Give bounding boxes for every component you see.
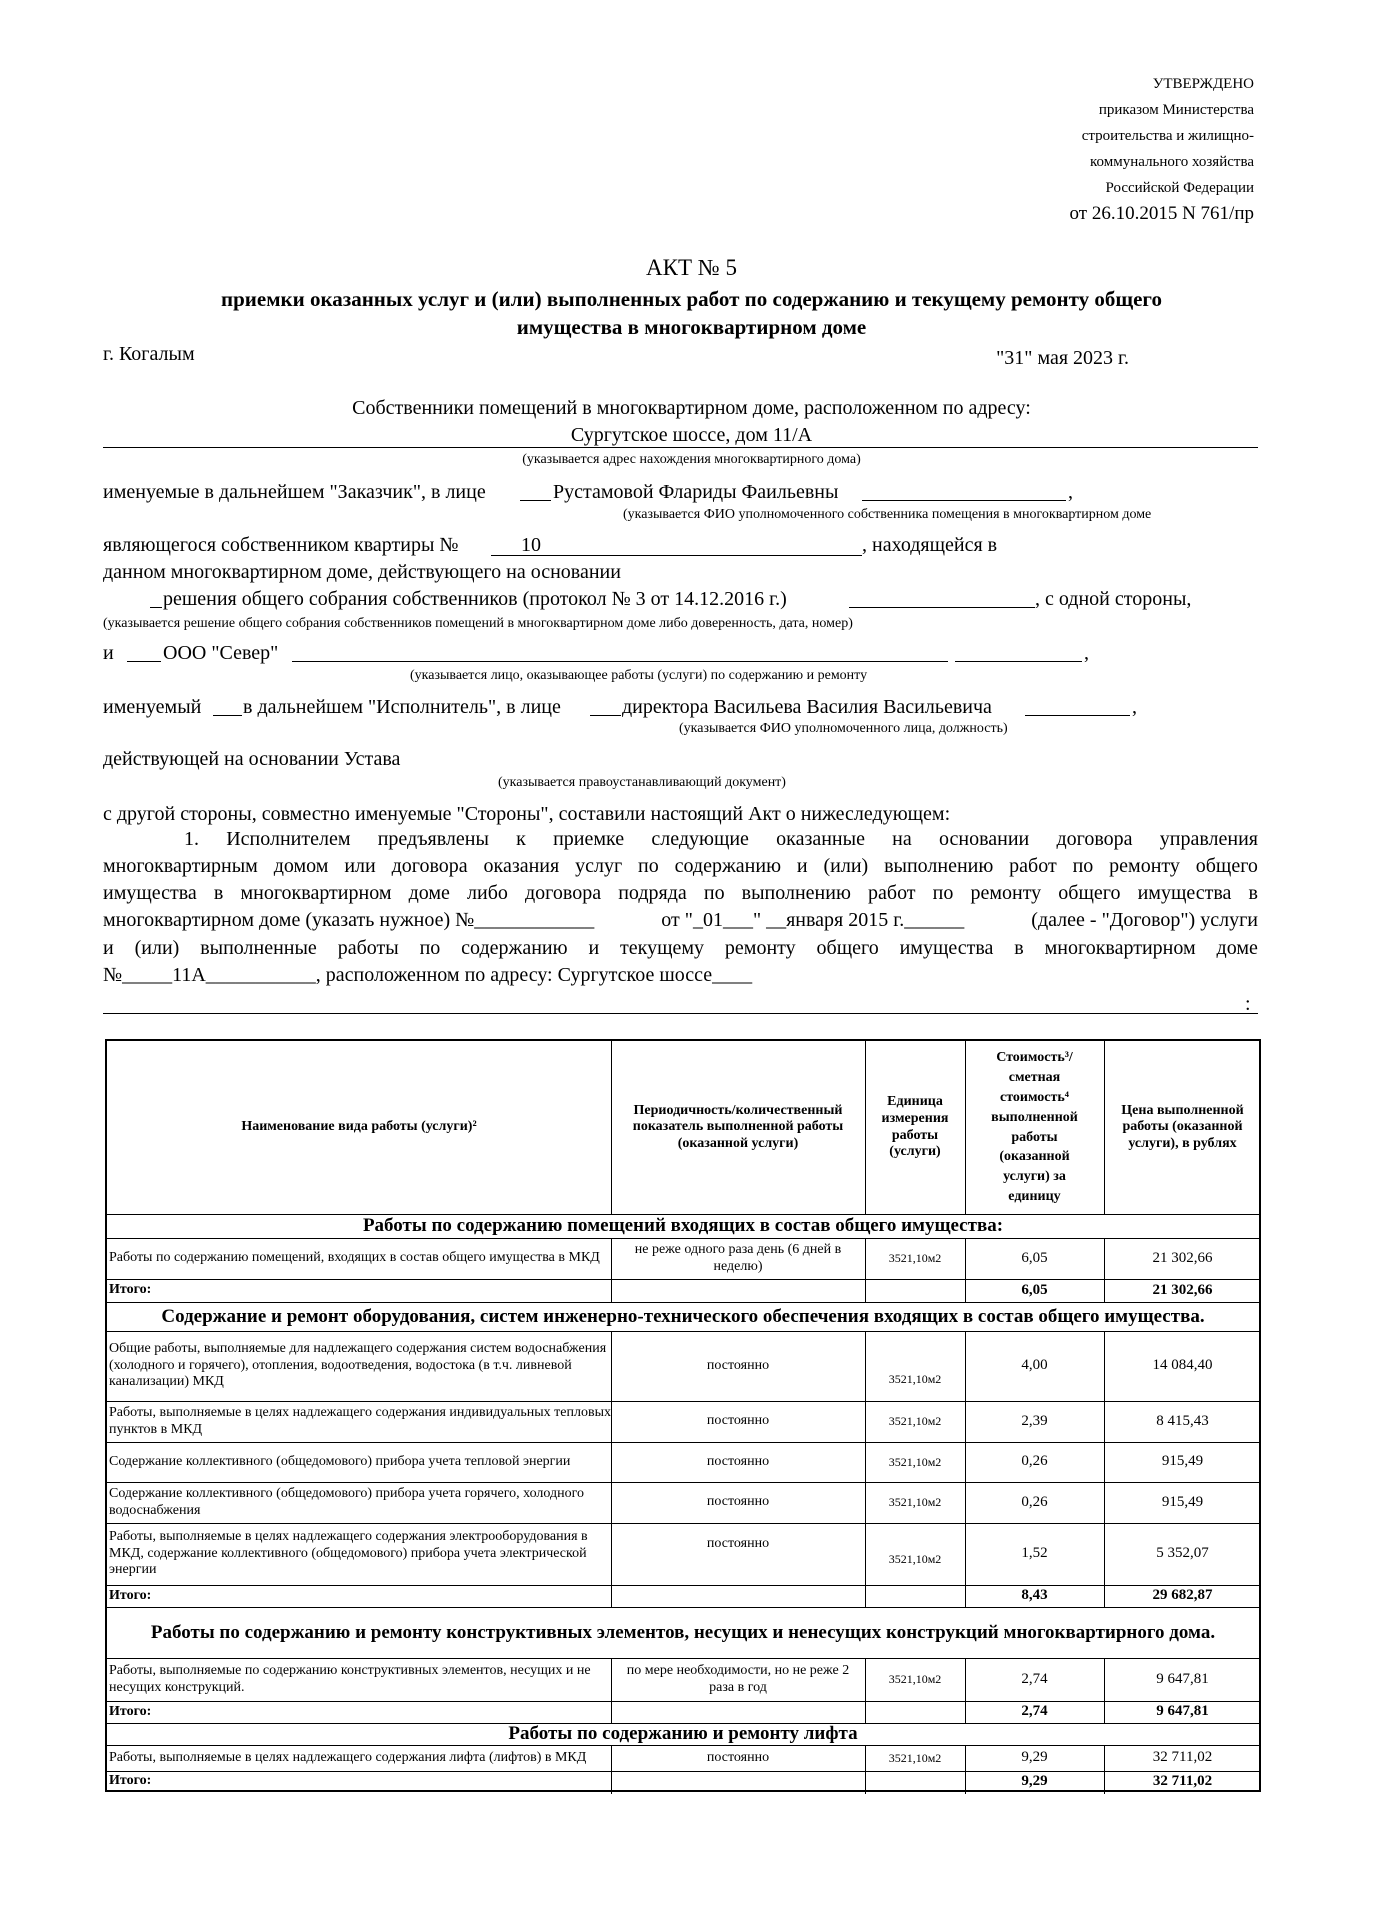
work-price: 14 084,40	[1152, 1357, 1213, 1374]
word: многоквартирном доме (указать нужное) №____________	[103, 909, 595, 931]
work-period: постоянно	[706, 1413, 770, 1429]
customer-prefix: именуемые в дальнейшем "Заказчик", в лице	[103, 481, 486, 503]
word: к	[516, 828, 526, 850]
paragraph-line	[103, 910, 1258, 930]
word: по	[932, 882, 954, 904]
city: г. Когалым	[103, 343, 195, 365]
total-label: Итого:	[109, 1773, 152, 1789]
total-price: 32 711,02	[1152, 1772, 1213, 1789]
total-cost: 9,29	[1021, 1772, 1048, 1789]
section-header: Работы по содержанию помещений входящих в состав общего имущества:	[362, 1215, 1004, 1236]
word: в	[213, 882, 224, 904]
total-price: 29 682,87	[1152, 1587, 1213, 1604]
work-unit: 3521,10м2	[888, 1551, 942, 1566]
work-unit: 3521,10м2	[888, 1414, 942, 1429]
blank-line	[520, 500, 551, 501]
word: оказания	[483, 855, 560, 877]
word: ремонту	[724, 937, 796, 959]
word: основании	[938, 828, 1030, 850]
word: приемке	[553, 828, 625, 850]
blank-line	[127, 661, 161, 662]
word: работы	[337, 937, 399, 959]
work-period: постоянно	[706, 1357, 770, 1373]
word: или	[344, 855, 376, 877]
blank-line	[590, 715, 621, 716]
word: (или)	[823, 855, 869, 877]
total-cost: 2,74	[1021, 1703, 1048, 1720]
word: работ	[1009, 855, 1057, 877]
word: управления	[1159, 828, 1258, 850]
act-date: "31" мая 2023 г.	[996, 347, 1129, 369]
total-label: Итого:	[109, 1282, 152, 1298]
work-cost: 2,74	[1021, 1670, 1048, 1687]
work-period: не реже одного раза день (6 дней в неделю)	[634, 1241, 842, 1274]
word: многоквартирном	[1044, 937, 1196, 959]
paragraph-line	[103, 856, 1258, 876]
work-price: 915,49	[1161, 1453, 1204, 1470]
work-name: Общие работы, выполняемые для надлежащего содержания систем водоснабжения (холодного и горячего), отопления, водоотведения, водостока (в т.ч. ливневой канализации) МКД	[109, 1341, 607, 1390]
work-name: Работы по содержанию помещений, входящих в состав общего имущества в МКД	[109, 1250, 600, 1266]
work-price: 8 415,43	[1156, 1412, 1209, 1429]
comma: ,	[1068, 481, 1073, 503]
act-number: АКТ № 5	[646, 255, 737, 280]
work-unit: 3521,10м2	[888, 1495, 942, 1510]
works-table	[105, 1039, 1261, 1792]
work-cost: 1,52	[1021, 1545, 1048, 1562]
word: договора	[391, 855, 468, 877]
total-cost: 6,05	[1021, 1281, 1048, 1298]
work-price: 9 647,81	[1156, 1670, 1209, 1687]
blank-line	[849, 607, 1035, 608]
comma: ,	[1084, 642, 1089, 664]
work-cost: 6,05	[1021, 1249, 1048, 1266]
paragraph-line	[103, 938, 1258, 958]
word: договора	[525, 882, 602, 904]
paragraph-line	[103, 883, 1258, 903]
work-unit: 3521,10м2	[888, 1251, 942, 1266]
word: по	[703, 882, 725, 904]
paragraph-line	[184, 829, 1258, 849]
apartment-number: 10	[521, 534, 541, 556]
word: работ	[868, 882, 916, 904]
word: по	[638, 855, 659, 877]
word: ремонту	[970, 882, 1042, 904]
charter-note: (указывается правоустанавливающий документ)	[498, 775, 786, 790]
word: и	[588, 937, 600, 959]
blank-line	[955, 661, 1082, 662]
address-note: (указывается адрес нахождения многоквартирного дома)	[522, 452, 861, 467]
word: общего	[1195, 855, 1258, 877]
blank-line	[862, 500, 1066, 501]
section-header: Содержание и ремонт оборудования, систем инженерно-технического обеспечения входящих в состав общего имущества.	[161, 1305, 1205, 1327]
word: содержанию	[674, 855, 782, 877]
word: многоквартирном	[240, 882, 392, 904]
work-cost: 0,26	[1021, 1493, 1048, 1510]
work-name: Работы, выполняемые в целях надлежащего содержания лифта (лифтов) в МКД	[109, 1749, 587, 1765]
work-cost: 0,26	[1021, 1453, 1048, 1470]
work-name: Содержание коллективного (общедомового) прибора учета горячего, холодного водоснабжения	[109, 1485, 584, 1518]
work-period: по мере необходимости, но не реже 2 раза в год	[626, 1662, 850, 1695]
approval-line: приказом Министерства	[1098, 102, 1254, 118]
column-header-price: Цена выполненной работы (оказанной услуги), в рублях	[1121, 1102, 1244, 1151]
column-header-period: Периодичность/количественный показатель выполненной работы (оказанной услуги)	[632, 1102, 844, 1151]
work-unit: 3521,10м2	[888, 1750, 942, 1765]
approval-line: Российской Федерации	[1105, 180, 1254, 196]
total-label: Итого:	[109, 1703, 152, 1719]
work-period: постоянно	[706, 1749, 770, 1765]
and-text: и	[103, 642, 114, 664]
column-header-unit: Единица измерения работы (услуги)	[881, 1094, 949, 1160]
word: многоквартирным	[103, 855, 258, 877]
exec-note: (указывается ФИО уполномоченного лица, должность)	[679, 721, 1008, 736]
word: либо	[467, 882, 508, 904]
exec-prefix: именуемый	[103, 696, 202, 718]
word: по	[419, 937, 441, 959]
work-name: Работы, выполняемые по содержанию конструктивных элементов, несущих и не несущих конструкций.	[109, 1662, 591, 1695]
basis-note: (указывается решение общего собрания собственников помещений в многоквартирном доме либо доверенность, дата, номер)	[103, 616, 853, 631]
work-cost: 4,00	[1021, 1357, 1048, 1374]
word: по	[1072, 855, 1094, 877]
total-label: Итого:	[109, 1587, 152, 1603]
total-price: 21 302,66	[1152, 1281, 1213, 1298]
work-price: 915,49	[1161, 1493, 1204, 1510]
word: оказанные	[776, 828, 865, 850]
basis-line: данном многоквартирном доме, действующего на основании	[103, 561, 621, 583]
word: домом	[273, 855, 329, 877]
address-value: Сургутское шоссе, дом 11/А	[570, 424, 813, 446]
approval-line: УТВЕРЖДЕНО	[1152, 76, 1254, 92]
owners-line: Собственники помещений в многоквартирном доме, расположенном по адресу:	[352, 397, 1031, 419]
basis-value: решения общего собрания собственников (протокол № 3 от 14.12.2016 г.)	[163, 588, 787, 610]
approval-line: строительства и жилищно-	[1081, 128, 1254, 144]
blank-line	[292, 661, 948, 662]
work-period: постоянно	[706, 1494, 770, 1510]
work-unit: 3521,10м2	[888, 1371, 942, 1386]
word: услуг	[575, 855, 623, 877]
word: текущему	[620, 937, 705, 959]
word: (далее - "Договор") услуги	[1031, 909, 1258, 931]
work-name: Работы, выполняемые в целях надлежащего содержания индивидуальных тепловых пунктов в МКД	[109, 1404, 611, 1437]
word: подряда	[618, 882, 687, 904]
exec-name: директора Васильева Василия Васильевича	[622, 696, 992, 718]
total-price: 9 647,81	[1156, 1703, 1209, 1720]
word: 1.	[184, 828, 199, 850]
work-period: постоянно	[706, 1535, 770, 1551]
column-header-name: Наименование вида работы (услуги)²	[241, 1119, 477, 1135]
work-price: 32 711,02	[1152, 1749, 1213, 1766]
word: на	[892, 828, 912, 850]
word: доме	[408, 882, 450, 904]
customer-name: Рустамовой Флариды Фаильевны	[553, 481, 839, 503]
owner-prefix: являющегося собственником квартиры №	[103, 534, 459, 556]
blank-line	[150, 607, 162, 608]
contractor-note: (указывается лицо, оказывающее работы (услуги) по содержанию и ремонту	[410, 668, 868, 683]
customer-note: (указывается ФИО уполномоченного собственника помещения в многоквартирном доме	[623, 507, 1152, 522]
word: договора	[1056, 828, 1133, 850]
blank-line	[1025, 715, 1130, 716]
word: выполненные	[200, 937, 317, 959]
word: следующие	[651, 828, 749, 850]
word: в	[1014, 937, 1024, 959]
approval-line: коммунального хозяйства	[1090, 154, 1254, 170]
exec-mid: в дальнейшем "Исполнитель", в лице	[243, 696, 561, 718]
act-title-line1: приемки оказанных услуг и (или) выполненных работ по содержанию и текущему ремонту общего	[221, 287, 1162, 311]
work-price: 5 352,07	[1156, 1545, 1209, 1562]
section-header: Работы по содержанию и ремонту лифта	[508, 1723, 858, 1744]
other-side-line: с другой стороны, совместно именуемые "Стороны", составили настоящий Акт о нижеследующем:	[103, 803, 951, 825]
work-name: Работы, выполняемые в целях надлежащего содержания электрооборудования в МКД, содержание коллективного (общедомового) прибора учета электрической энергии	[109, 1529, 588, 1578]
word: Исполнителем	[226, 828, 351, 850]
act-title-line2: имущества в многоквартирном доме	[516, 315, 867, 339]
paragraph-line: №_____11А___________, расположенном по адресу: Сургутское шоссе____	[103, 964, 753, 986]
work-price: 21 302,66	[1152, 1249, 1213, 1266]
work-unit: 3521,10м2	[888, 1454, 942, 1469]
word: выполнению	[884, 855, 994, 877]
word: имущества	[1137, 882, 1232, 904]
word: предъявлены	[377, 828, 489, 850]
total-cost: 8,43	[1021, 1587, 1048, 1604]
contractor-name: ООО "Север"	[163, 642, 279, 664]
work-name: Содержание коллективного (общедомового) прибора учета тепловой энергии	[109, 1453, 571, 1469]
work-cost: 2,39	[1021, 1412, 1048, 1429]
blank-line	[213, 715, 242, 716]
colon: :	[1245, 993, 1251, 1015]
word: общего	[1058, 882, 1121, 904]
word: выполнению	[741, 882, 851, 904]
address-underline	[103, 447, 1258, 448]
word: и	[103, 937, 114, 959]
section-header: Работы по содержанию и ремонту конструктивных элементов, несущих и ненесущих конструкций многоквартирного дома.	[150, 1621, 1216, 1643]
blank-line	[491, 555, 862, 556]
word: имущества	[899, 937, 994, 959]
work-unit: 3521,10м2	[888, 1672, 942, 1687]
comma: ,	[1132, 696, 1137, 718]
owner-suffix: , находящейся в	[862, 534, 998, 556]
word: и	[796, 855, 808, 877]
word: имущества	[103, 882, 197, 904]
word: (или)	[134, 937, 180, 959]
approval-line: от 26.10.2015 N 761/пр	[1069, 203, 1254, 224]
basis-suffix: , с одной стороны,	[1035, 588, 1192, 610]
word: в	[1248, 882, 1258, 904]
word: ремонту	[1109, 855, 1180, 877]
word: содержанию	[461, 937, 568, 959]
column-header-cost: Стоимость³/сметная стоимость⁴ выполненной работы (оказанной услуги) за единицу	[991, 1050, 1078, 1205]
word: от "_01___" __января 2015 г.______	[661, 909, 965, 931]
word: доме	[1216, 937, 1258, 959]
word: общего	[816, 937, 879, 959]
work-period: постоянно	[706, 1453, 770, 1469]
work-cost: 9,29	[1021, 1749, 1048, 1766]
paragraph-underline	[103, 1013, 1258, 1014]
charter-line: действующей на основании Устава	[103, 748, 401, 770]
